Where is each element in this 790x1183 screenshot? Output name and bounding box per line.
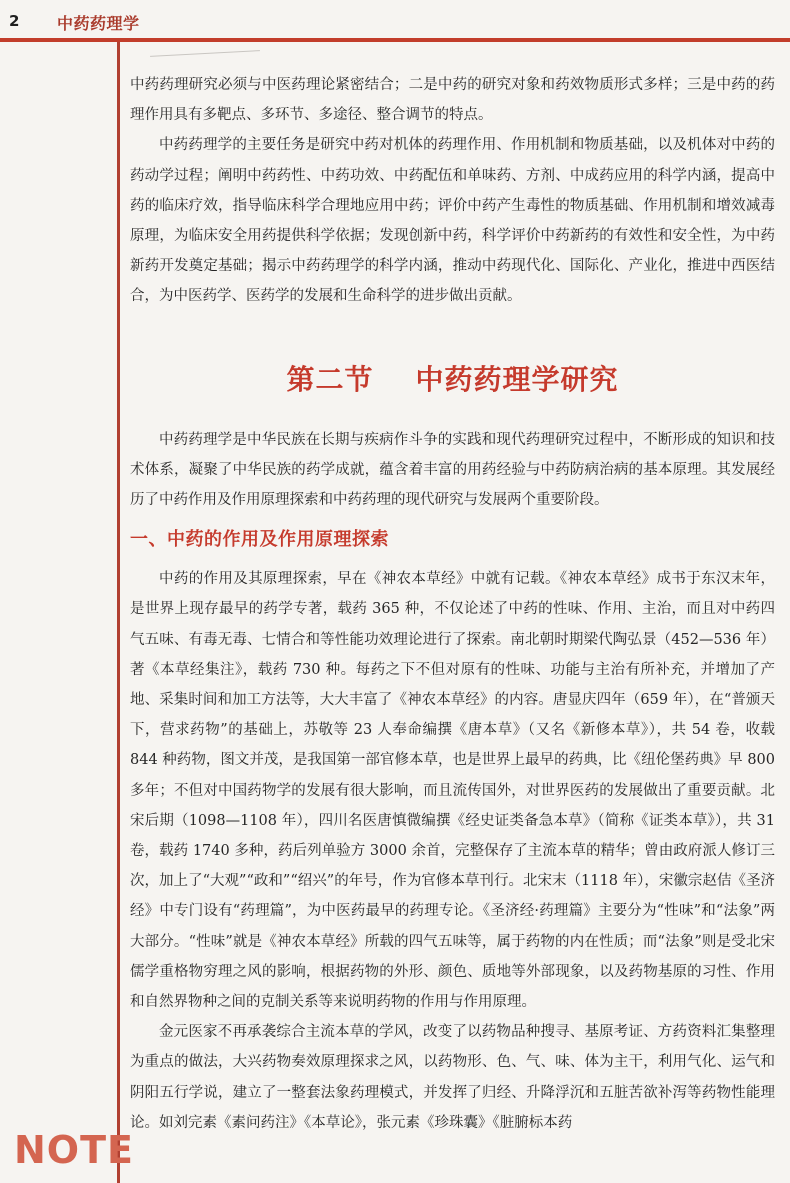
scan-mark: [150, 50, 260, 57]
running-title: 中药药理学: [57, 14, 140, 33]
page-header: [0, 0, 790, 44]
section-name: 中药药理学研究: [415, 362, 619, 396]
paragraph-history: 中药的作用及其原理探索，早在《神农本草经》中就有记载。《神农本草经》成书于东汉末年，是世界上现存最早的药学专著，载药 365 种，不仅论述了中药的性味、作用、主治，而且对中药四气五味、有毒无毒、七情合和等性能功效理论进行了探索。南北朝时期梁代陶弘景（452—536 年）著《本草经集注》，载药 730 种。每药之下不但对原有的性味、功能与主治有所补充，并增加了产地、采集时间和加工方法等，大大丰富了《神农本草经》的内容。唐显庆四年（659 年），在“普颁天下，营求药物”的基础上，苏敬等 23 人奉命编撰《唐本草》（又名《新修本草》），共 54 卷，收载 844 种药物，图文并茂，是我国第一部官修本草，也是世界上最早的药典，比《纽伦堡药典》早 800 多年；不但对中国药物学的发展有很大影响，而且流传国外，对世界医药的发展做出了重要贡献。北宋后期（1098—1108 年），四川名医唐慎微编撰《经史证类备急本草》（简称《证类本草》），共 31 卷，载药 1740 多种，药后列单验方 3000 余首，完整保存了主流本草的精华；曾由政府派人修订三次，加上了“大观”“政和”“绍兴”的年号，作为官修本草刊行。北宋末（1118 年），宋徽宗赵佶《圣济经》中专门设有“药理篇”，为中医药最早的药理专论。《圣济经·药理篇》主要分为“性味”和“法象”两大部分。“性味”就是《神农本草经》所载的四气五味等，属于药物的内在性质；而“法象”则是受北宋儒学重格物穷理之风的影响，根据药物的外形、颜色、质地等外部现象，以及药物基原的习性、作用和自然界物种之间的克制关系等来说明药物的作用与作用原理。: [130, 571, 775, 1011]
paragraph-jinyuan: 金元医家不再承袭综合主流本草的学风，改变了以药物品种搜寻、基原考证、方药资料汇集整理为重点的做法，大兴药物奏效原理探求之风，以药物形、色、气、味、体为主干，利用气化、运气和阴阳五行学说，建立了一整套法象药理模式，并发挥了归经、升降浮沉和五脏苦欲补泻等药物性能理论。如刘完素《素问药注》《本草论》，张元素《珍珠囊》《脏腑标本药: [130, 1024, 775, 1131]
paragraph-intro: 中药药理学是中华民族在长期与疾病作斗争的实践和现代药理研究过程中，不断形成的知识和技术体系，凝聚了中华民族的药学成就，蕴含着丰富的用药经验与中药防病治病的基本原理。其发展经历了中药作用及作用原理探索和中药药理的现代研究与发展两个重要阶段。: [130, 431, 775, 509]
subheading: 一、中药的作用及作用原理探索: [130, 529, 389, 551]
margin-rule: [117, 42, 120, 1183]
paragraph-tasks: 中药药理学的主要任务是研究中药对机体的药理作用、作用机制和物质基础，以及机体对中药的药动学过程；阐明中药药性、中药功效、中药配伍和单味药、方剂、中成药应用的科学内涵，提高中药的临床疗效，指导临床科学合理地应用中药；评价中药产生毒性的物质基础、作用机制和增效减毒原理，为临床安全用药提供科学依据；发现创新中药，科学评价中药新药的有效性和安全性，为中药新药开发奠定基础；揭示中药药理学的科学内涵，推动中药现代化、国际化、产业化，推进中西医结合，为中医药学、医药学的发展和生命科学的进步做出贡献。: [130, 137, 775, 305]
paragraph-continued: 中药药理研究必须与中医药理论紧密结合；二是中药的研究对象和药效物质形式多样；三是中药的药理作用具有多靶点、多环节、多途径、整合调节的特点。: [130, 77, 775, 124]
page-body: [130, 70, 775, 1138]
note-label: NOTE: [14, 1128, 134, 1172]
page-number: 2: [9, 12, 20, 30]
section-number: 第二节: [286, 362, 374, 396]
section-title: [130, 362, 775, 398]
